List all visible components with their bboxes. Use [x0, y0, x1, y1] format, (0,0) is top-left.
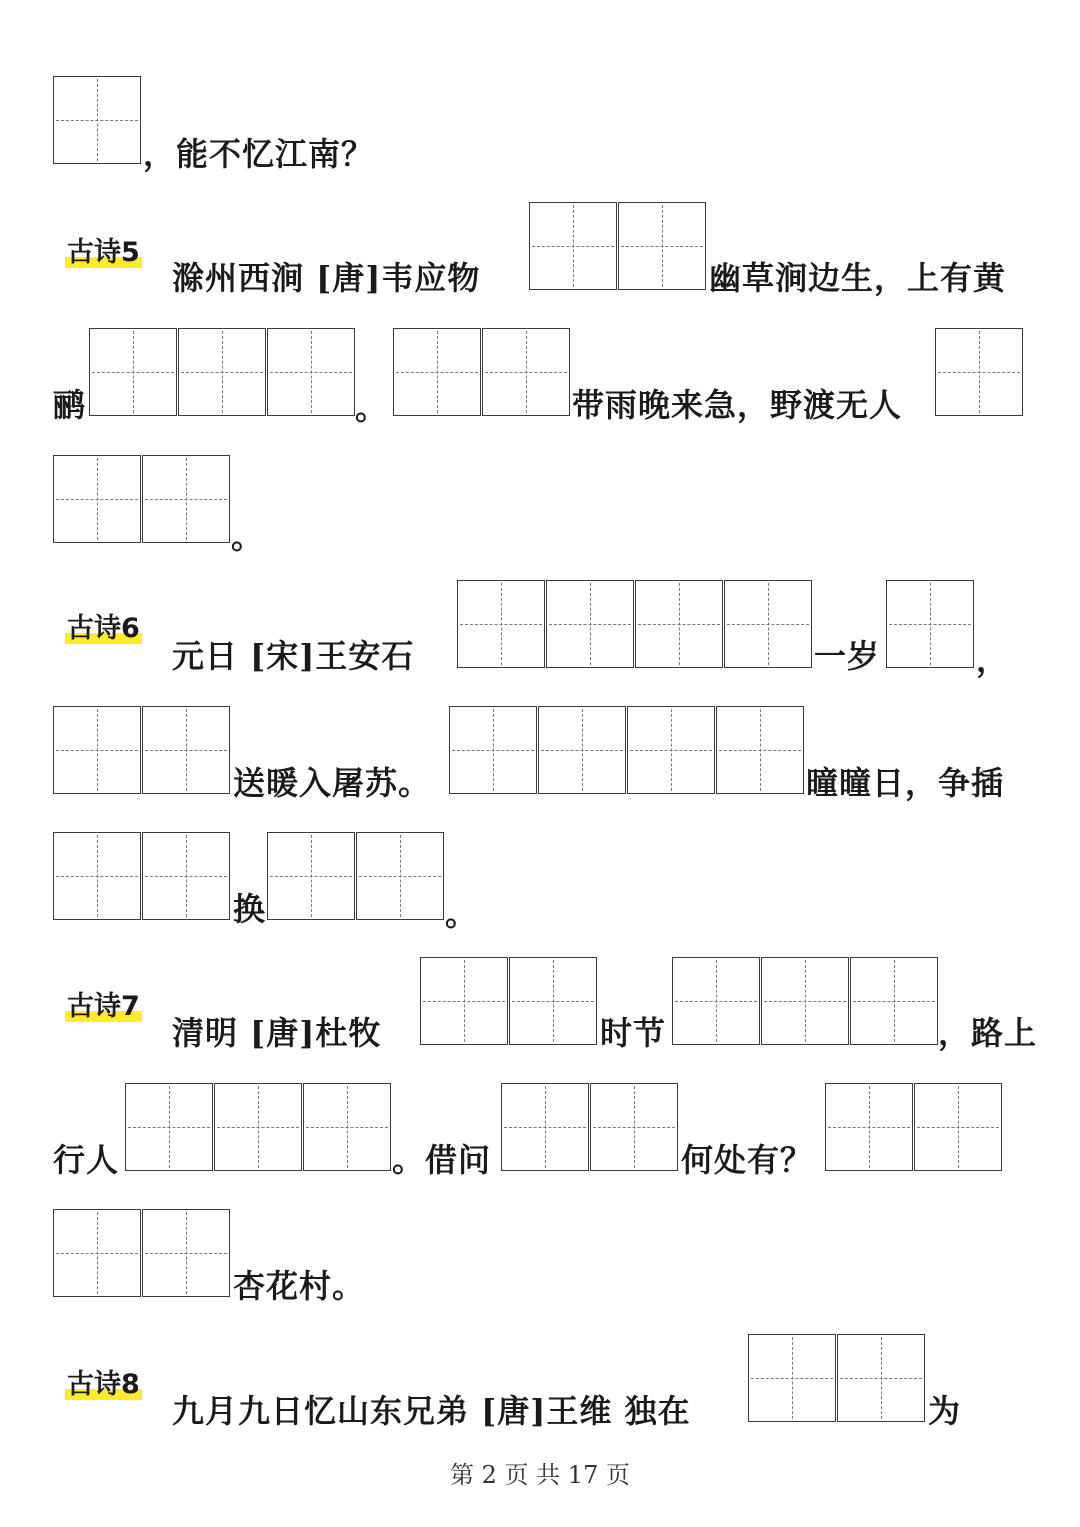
answer-box[interactable]: [449, 706, 537, 794]
poem6-text-2: ，: [976, 641, 1010, 679]
answer-box[interactable]: [627, 706, 715, 794]
poem8-title: 九月九日忆山东兄弟 [唐]王维 独在: [172, 1392, 691, 1430]
answer-box[interactable]: [529, 202, 617, 290]
answer-box[interactable]: [420, 957, 508, 1045]
answer-box[interactable]: [672, 957, 760, 1045]
poem5-text-1: 幽草涧边生，上有黄: [709, 259, 1007, 297]
answer-box[interactable]: [178, 328, 266, 416]
poem6-text-3: 送暖入屠苏。: [233, 764, 432, 802]
answer-box[interactable]: [618, 202, 706, 290]
answer-box[interactable]: [716, 706, 804, 794]
answer-box[interactable]: [53, 1209, 141, 1297]
poem6-text-5: 换: [233, 890, 267, 928]
answer-box[interactable]: [825, 1083, 913, 1171]
answer-box[interactable]: [53, 832, 141, 920]
poem6-text-4: 曈曈日，争插: [806, 764, 1005, 802]
answer-box[interactable]: [53, 455, 141, 543]
poem6-badge: [67, 612, 140, 646]
answer-box[interactable]: [590, 1083, 678, 1171]
answer-box[interactable]: [724, 580, 812, 668]
answer-box[interactable]: [538, 706, 626, 794]
poem7-badge-label: 古诗7: [67, 991, 140, 1022]
answer-box[interactable]: [89, 328, 177, 416]
answer-box[interactable]: [142, 1209, 230, 1297]
answer-box[interactable]: [53, 76, 141, 164]
answer-box[interactable]: [509, 957, 597, 1045]
answer-box[interactable]: [53, 706, 141, 794]
poem7-text-1: 时节: [600, 1014, 667, 1052]
page-footer: 第 2 页 共 17 页: [450, 1461, 630, 1489]
poem7-text-6: 杏花村。: [233, 1267, 366, 1305]
answer-box[interactable]: [267, 328, 355, 416]
answer-box[interactable]: [142, 706, 230, 794]
poem8-text-1: 为: [928, 1392, 962, 1430]
poem6-text-6: 。: [445, 895, 479, 933]
answer-box[interactable]: [635, 580, 723, 668]
poem5-text-4: 带雨晚来急，野渡无人: [572, 386, 903, 424]
answer-box[interactable]: [837, 1334, 925, 1422]
poem7-text-5: 何处有？: [681, 1141, 814, 1179]
answer-box[interactable]: [501, 1083, 589, 1171]
poem7-text-4: 。借问: [392, 1141, 492, 1179]
answer-box[interactable]: [214, 1083, 302, 1171]
answer-box[interactable]: [935, 328, 1023, 416]
poem6-title: 元日 [宋]王安石: [172, 637, 415, 675]
answer-box[interactable]: [748, 1334, 836, 1422]
poem7-text-2: ，路上: [938, 1014, 1038, 1052]
answer-box[interactable]: [356, 832, 444, 920]
poem7-title: 清明 [唐]杜牧: [172, 1014, 382, 1052]
answer-box[interactable]: [850, 957, 938, 1045]
answer-box[interactable]: [761, 957, 849, 1045]
poem8-badge-label: 古诗8: [67, 1369, 140, 1400]
poem5-badge: [67, 236, 140, 270]
answer-box[interactable]: [125, 1083, 213, 1171]
answer-box[interactable]: [303, 1083, 391, 1171]
poem5-text-3: 。: [355, 389, 389, 427]
answer-box[interactable]: [142, 455, 230, 543]
answer-box[interactable]: [914, 1083, 1002, 1171]
poem6-badge-label: 古诗6: [67, 613, 140, 644]
answer-box[interactable]: [457, 580, 545, 668]
answer-box[interactable]: [267, 832, 355, 920]
answer-box[interactable]: [546, 580, 634, 668]
poem5-title: 滁州西涧 [唐]韦应物: [172, 259, 481, 297]
poem5-badge-label: 古诗5: [67, 237, 140, 268]
poem7-text-3: 行人: [53, 1141, 120, 1179]
answer-box[interactable]: [393, 328, 481, 416]
poem5-text-2: 鹂: [53, 386, 87, 424]
answer-box[interactable]: [886, 580, 974, 668]
answer-box[interactable]: [142, 832, 230, 920]
poem8-badge: [67, 1368, 140, 1402]
poem6-text-1: 一岁: [814, 637, 881, 675]
poem7-badge: [67, 990, 140, 1024]
poem4-tail-text: ，能不忆江南？: [143, 135, 375, 173]
answer-box[interactable]: [482, 328, 570, 416]
poem5-text-5: 。: [231, 518, 265, 556]
